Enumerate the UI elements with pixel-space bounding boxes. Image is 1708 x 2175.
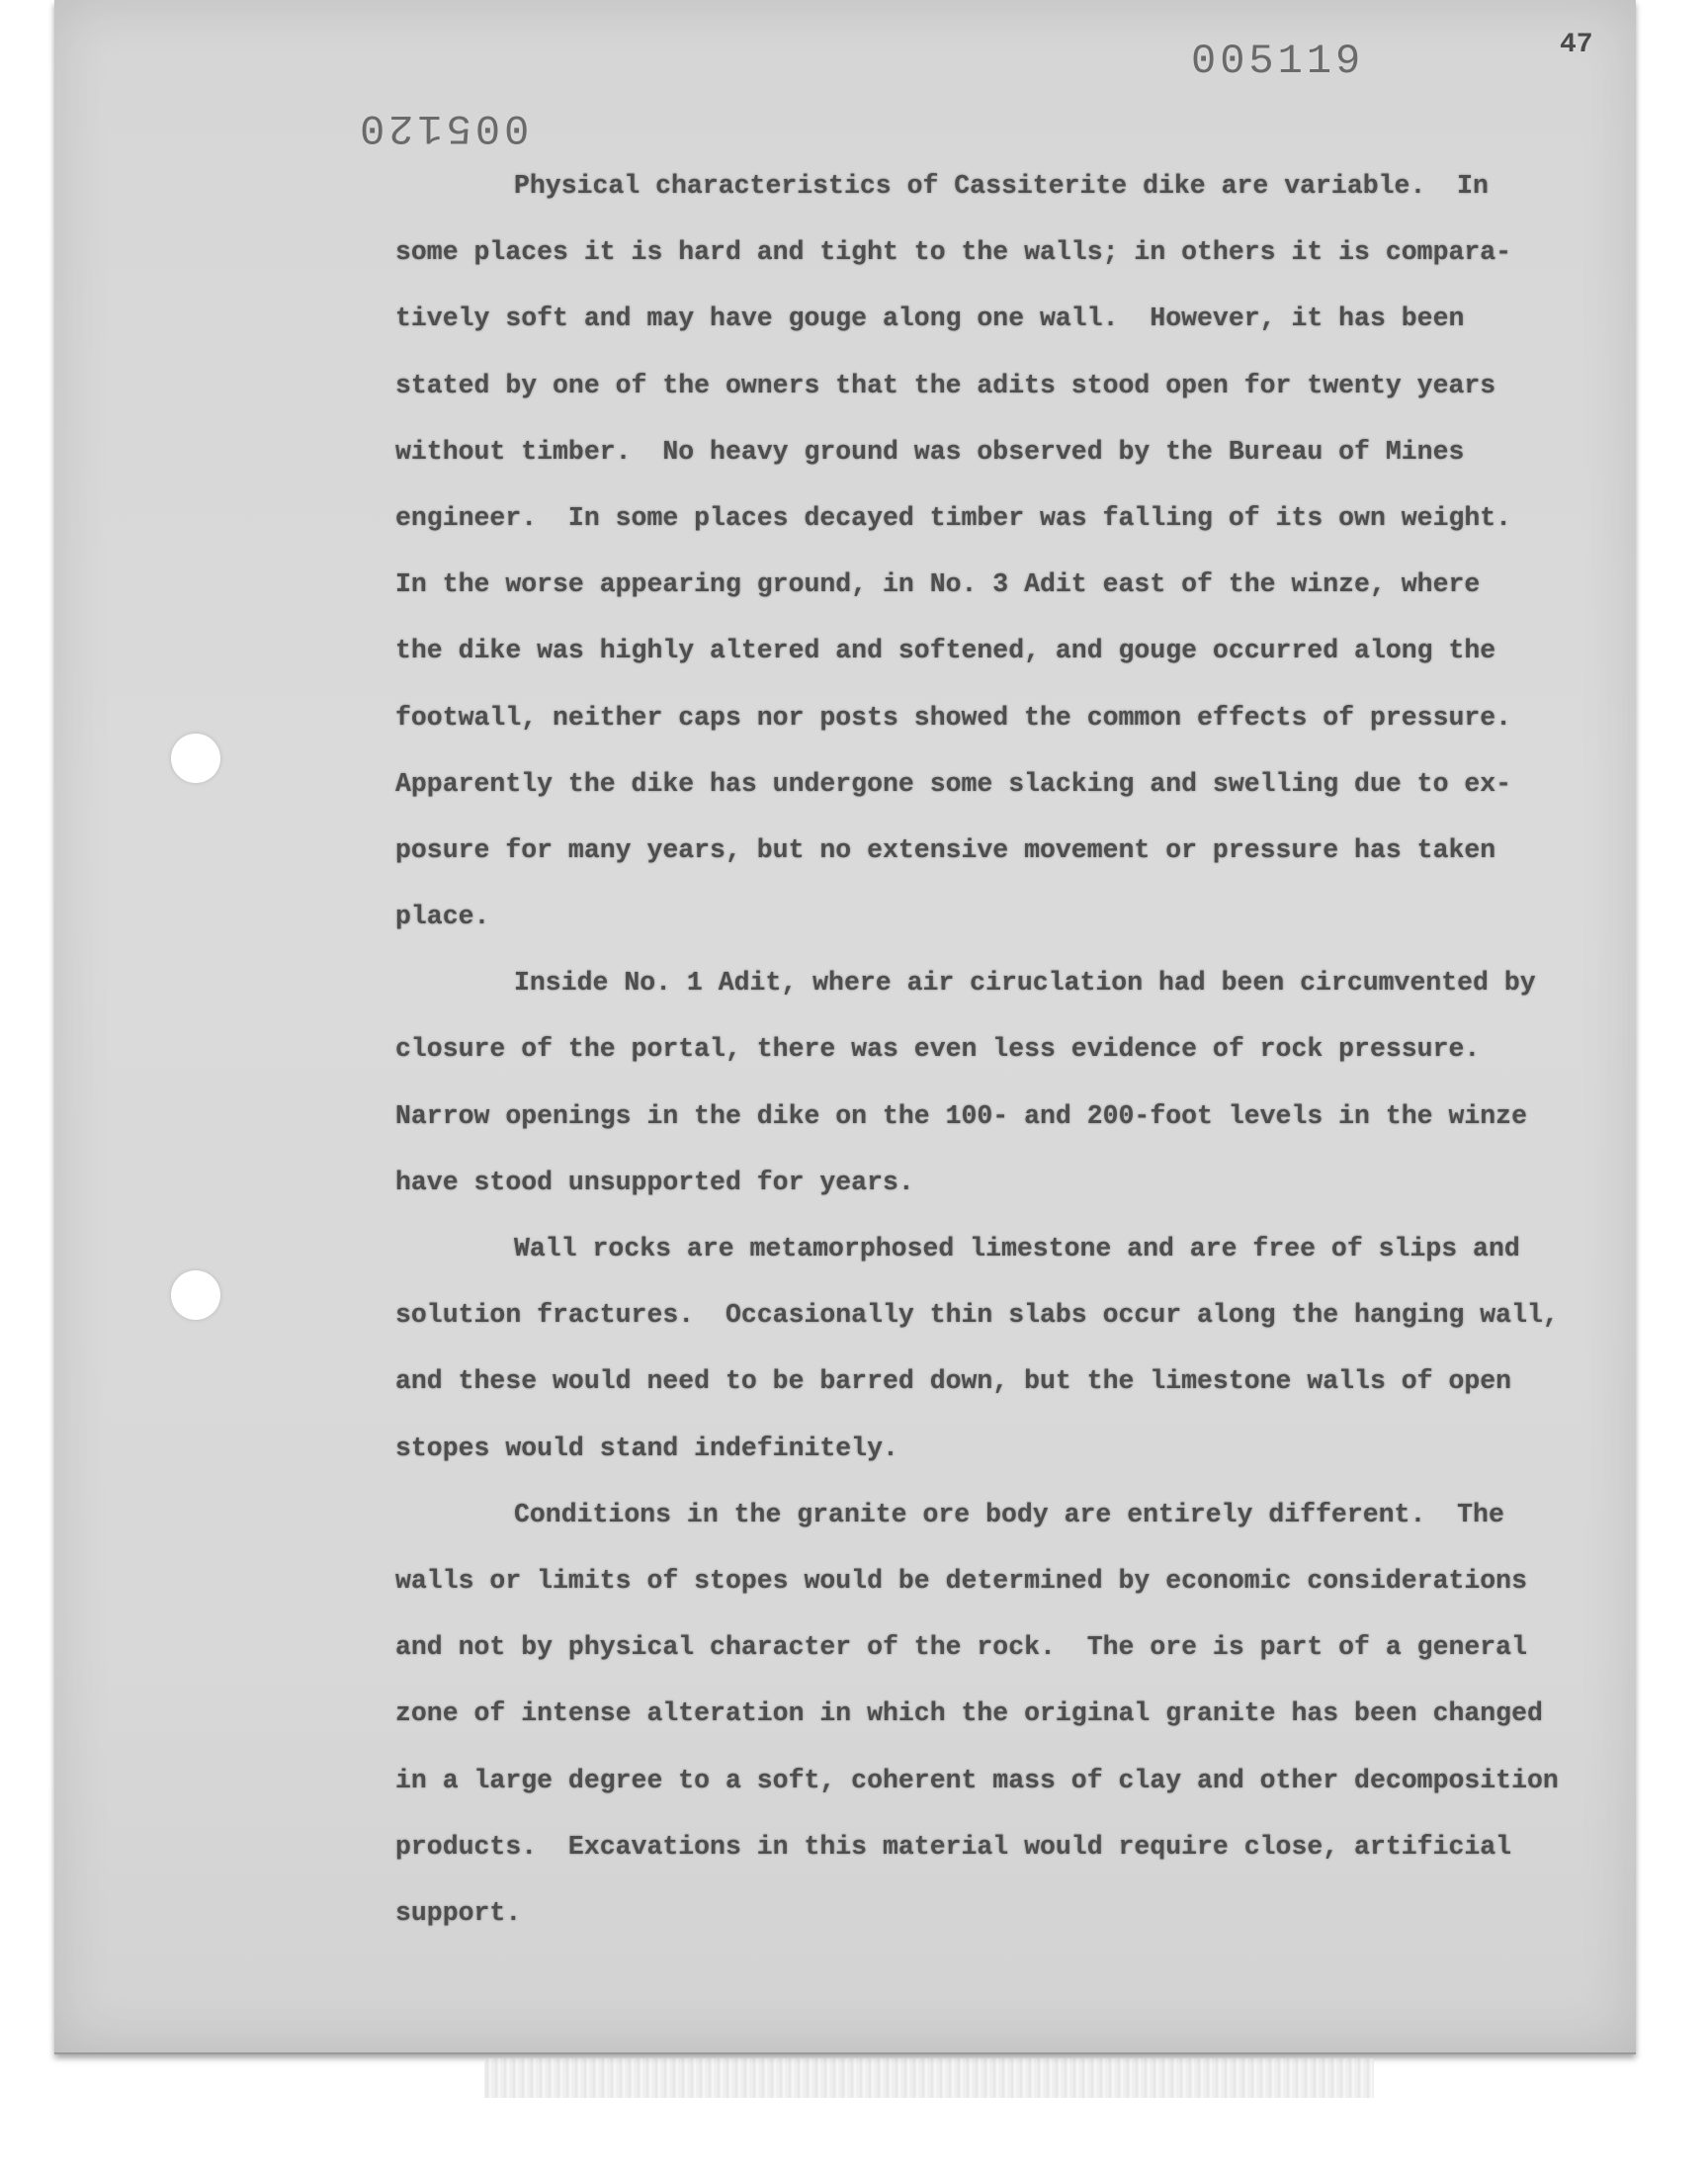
- paragraph: [395, 1216, 1621, 1482]
- text-line: stopes would stand indefinitely.: [395, 1433, 898, 1463]
- text-line: Physical characteristics of Cassiterite dike are variable. In: [514, 171, 1489, 201]
- page-number: 47: [1560, 30, 1593, 60]
- text-line: some places it is hard and tight to the walls; in others it is compara-: [395, 237, 1512, 268]
- text-line: the dike was highly altered and softened, and gouge occurred along the: [395, 636, 1496, 666]
- text-line: support.: [395, 1897, 522, 1928]
- paragraph: [395, 153, 1621, 950]
- text-line: zone of intense alteration in which the original granite has been changed: [395, 1698, 1543, 1729]
- punch-hole-lower: [171, 1270, 220, 1320]
- text-line: in a large degree to a soft, coherent mass of clay and other decomposition: [395, 1765, 1559, 1795]
- text-line: stated by one of the owners that the adits stood open for twenty years: [395, 370, 1496, 400]
- text-line: footwall, neither caps nor posts showed the common effects of pressure.: [395, 702, 1512, 733]
- text-line: posure for many years, but no extensive movement or pressure has taken: [395, 834, 1496, 865]
- text-line: engineer. In some places decayed timber was falling of its own weight.: [395, 502, 1512, 533]
- document-page: [54, 0, 1636, 2054]
- text-line: without timber. No heavy ground was observed by the Bureau of Mines: [395, 436, 1465, 467]
- text-line: products. Excavations in this material would require close, artificial: [395, 1831, 1512, 1862]
- text-line: Inside No. 1 Adit, where air ciruclation had been circumvented by: [514, 968, 1536, 999]
- text-line: In the worse appearing ground, in No. 3 Adit east of the winze, where: [395, 569, 1481, 600]
- text-line: Conditions in the granite ore body are entirely different. The: [514, 1499, 1504, 1529]
- text-line: closure of the portal, there was even less evidence of rock pressure.: [395, 1034, 1481, 1065]
- text-line: Apparently the dike has undergone some slacking and swelling due to ex-: [395, 768, 1512, 799]
- text-line: Wall rocks are metamorphosed limestone and are free of slips and: [514, 1234, 1520, 1263]
- text-line: walls or limits of stopes would be determined by economic considerations: [395, 1565, 1527, 1596]
- scan-artifact-strip: [484, 2058, 1374, 2098]
- paragraph: [395, 1482, 1621, 1947]
- document-stamp-flipped: 005120: [356, 104, 530, 151]
- document-stamp-top: 005119: [1191, 38, 1365, 85]
- text-line: place.: [395, 902, 490, 932]
- text-line: tively soft and may have gouge along one wall. However, it has been: [395, 304, 1465, 334]
- body-text: [395, 153, 1621, 1947]
- paragraph: [395, 950, 1621, 1216]
- punch-hole-upper: [171, 734, 220, 783]
- text-line: and these would need to be barred down, but the limestone walls of open: [395, 1366, 1512, 1397]
- text-line: and not by physical character of the rock. The ore is part of a general: [395, 1632, 1527, 1663]
- text-line: Narrow openings in the dike on the 100- and 200-foot levels in the winze: [395, 1100, 1527, 1131]
- text-line: have stood unsupported for years.: [395, 1167, 914, 1197]
- text-line: solution fractures. Occasionally thin slabs occur along the hanging wall,: [395, 1300, 1559, 1331]
